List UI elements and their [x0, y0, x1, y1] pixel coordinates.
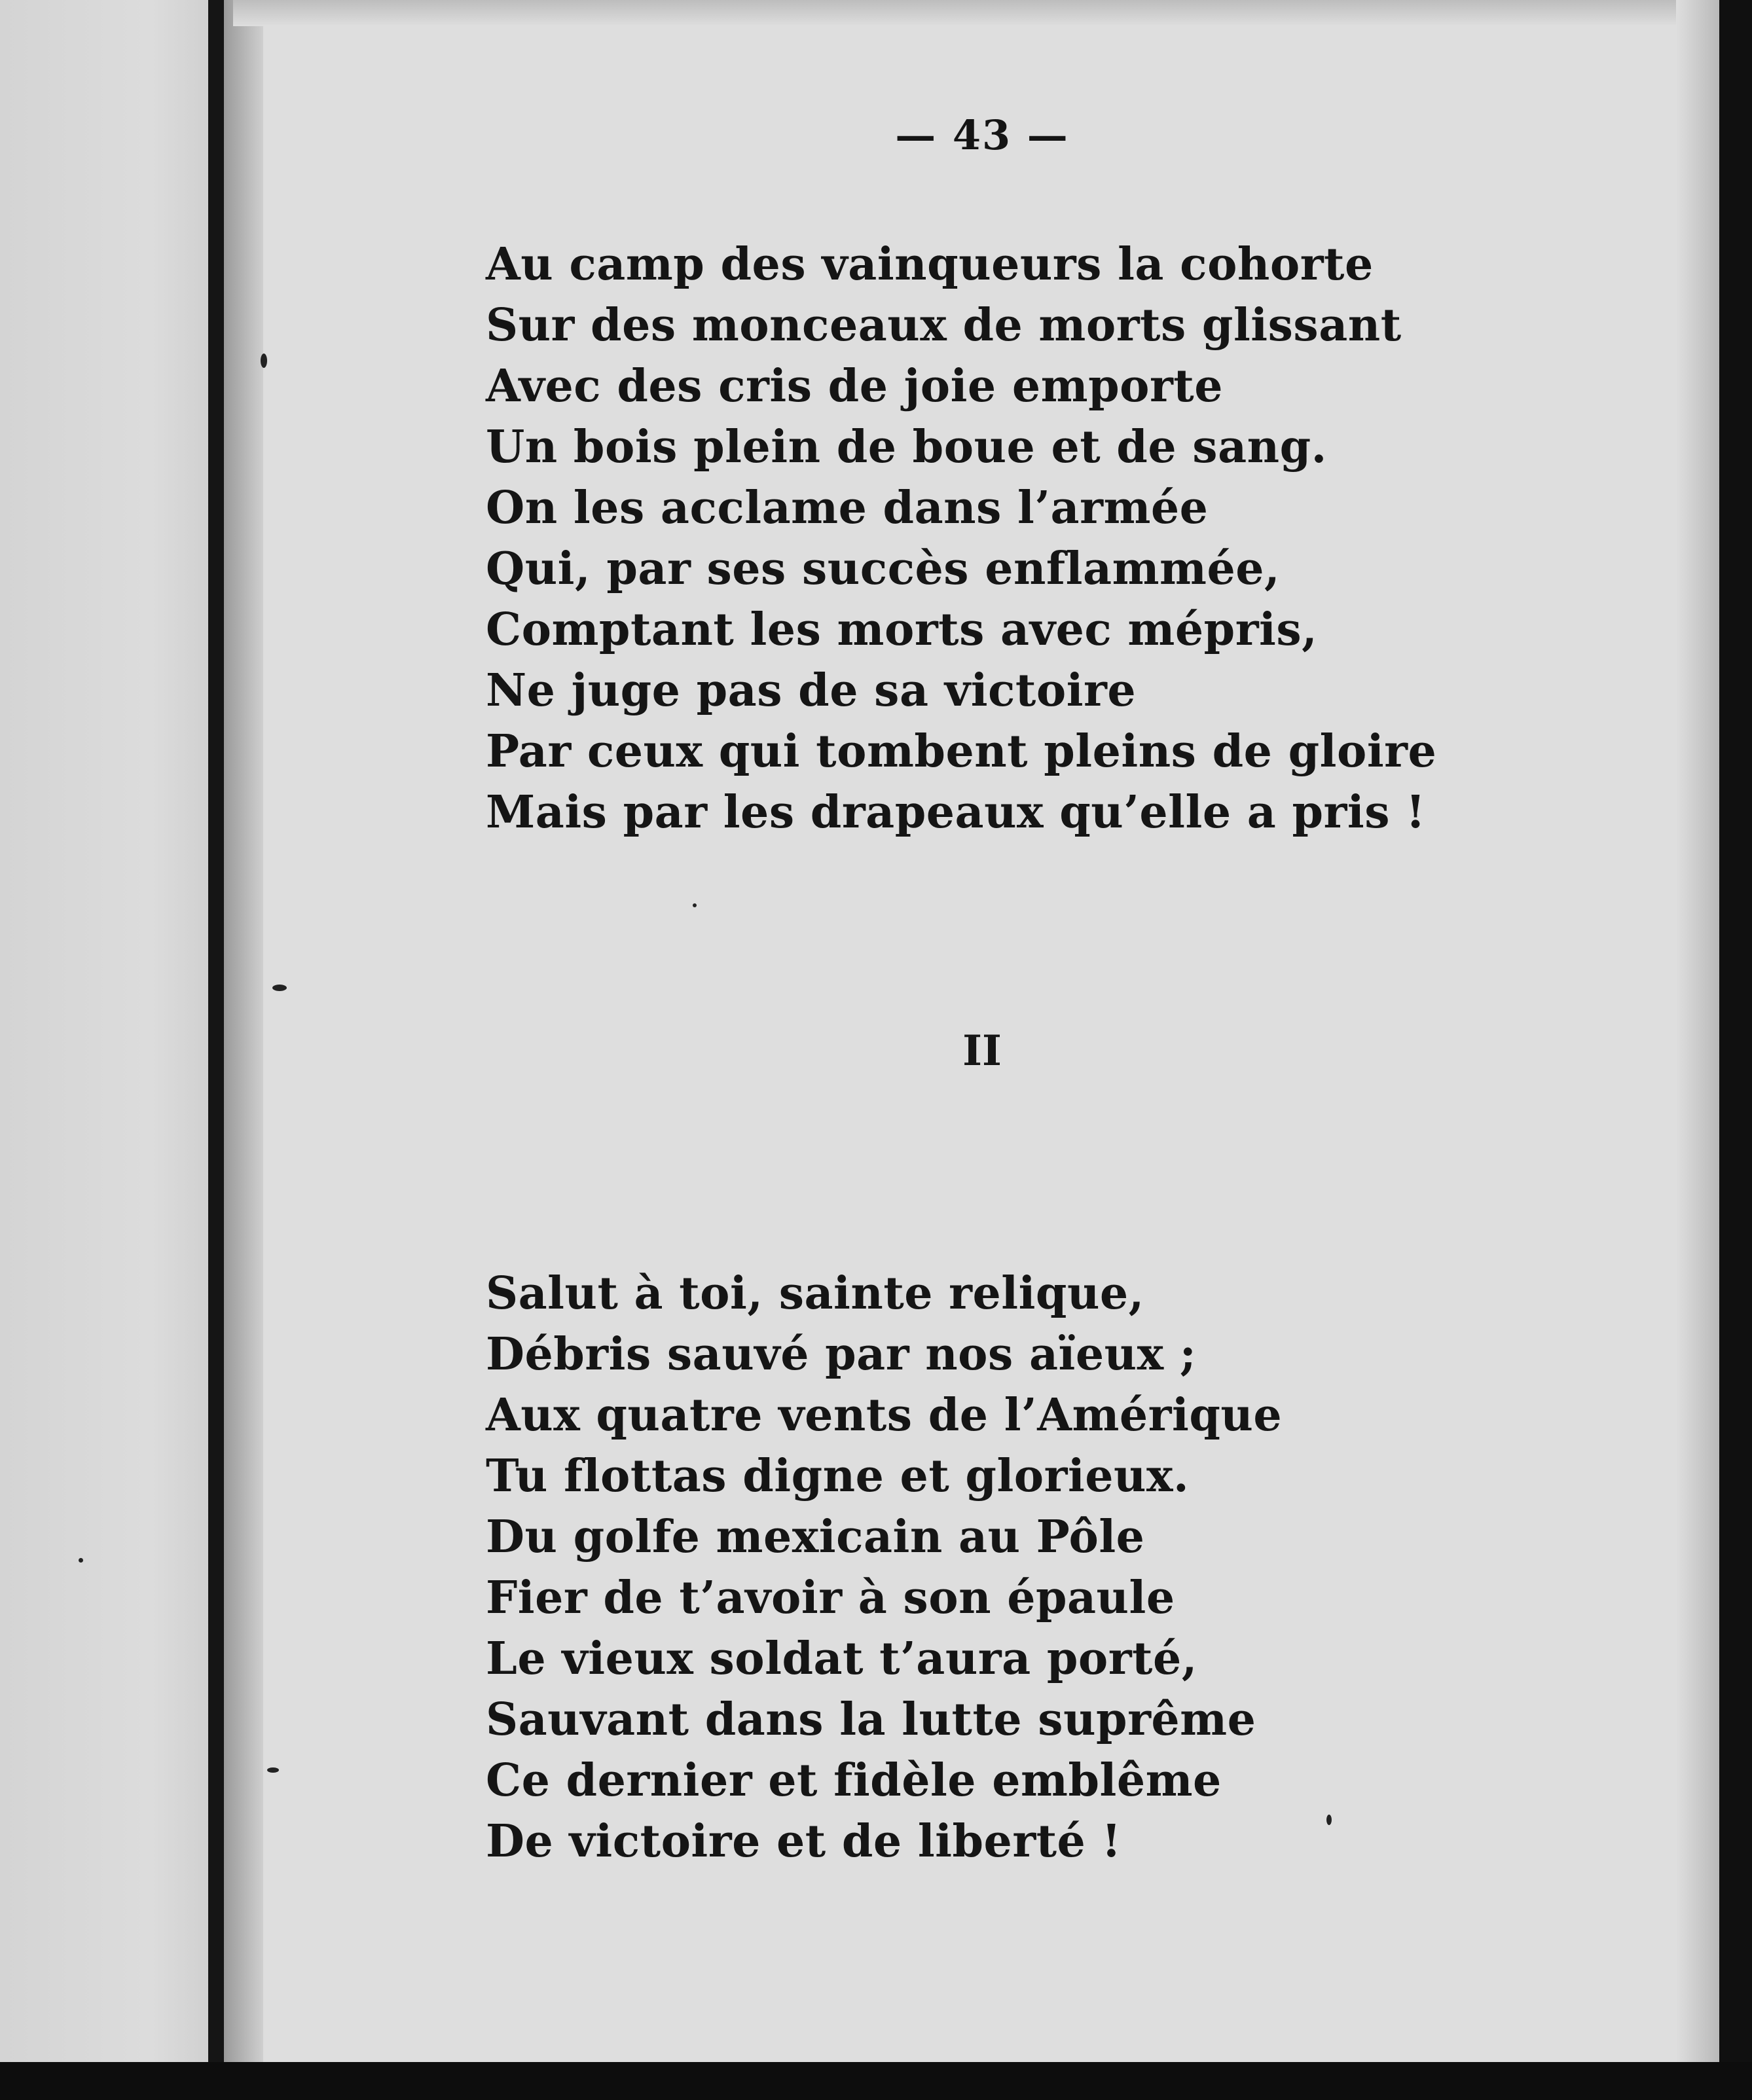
verse-line: Tu flottas digne et glorieux. [486, 1450, 1190, 1502]
scan-speck [693, 903, 697, 907]
binding-edge [208, 0, 224, 2062]
verse-line: Le vieux soldat t’aura porté, [486, 1633, 1197, 1685]
verse-line: Avec des cris de joie emporte [486, 360, 1223, 412]
scan-speck [267, 1767, 279, 1773]
verse-line: Du golfe mexicain au Pôle [486, 1511, 1145, 1563]
page-number: — 43 — [895, 111, 1069, 159]
facing-page-edge [0, 0, 216, 2062]
scan-border-bottom [0, 2062, 1752, 2100]
scan-speck [1326, 1815, 1332, 1825]
verse-line: Fier de t’avoir à son épaule [486, 1572, 1175, 1624]
verse-line: Salut à toi, sainte relique, [486, 1267, 1144, 1320]
verse-line: Mais par les drapeaux qu’elle a pris ! [486, 786, 1426, 839]
verse-line: Par ceux qui tombent pleins de gloire [486, 725, 1437, 778]
verse-line: Ce dernier et fidèle emblême [486, 1754, 1222, 1807]
verse-line: Débris sauvé par nos aïeux ; [486, 1328, 1197, 1381]
verse-line: De victoire et de liberté ! [486, 1815, 1122, 1868]
gutter-shadow [224, 0, 263, 2062]
scan-speck [272, 985, 287, 991]
page-right-shadow [1676, 0, 1719, 2062]
scan-speck [79, 1558, 83, 1563]
verse-line: Un bois plein de boue et de sang. [486, 421, 1327, 473]
verse-line: Au camp des vainqueurs la cohorte [486, 238, 1374, 291]
verse-line: Comptant les morts avec mépris, [486, 604, 1318, 656]
verse-line: Sur des monceaux de morts glissant [486, 299, 1402, 352]
scan-border-right [1719, 0, 1752, 2100]
verse-line: On les acclame dans l’armée [486, 482, 1209, 534]
stanza-2 [486, 1263, 1282, 1872]
section-number: II [962, 1026, 1002, 1076]
scan-speck [261, 353, 267, 368]
verse-line: Ne juge pas de sa victoire [486, 664, 1137, 717]
verse-line: Qui, par ses succès enflammée, [486, 543, 1281, 595]
verse-line: Sauvant dans la lutte suprême [486, 1693, 1256, 1746]
stanza-1 [486, 234, 1436, 843]
page-top-shadow [233, 0, 1719, 26]
verse-line: Aux quatre vents de l’Amérique [486, 1389, 1283, 1441]
